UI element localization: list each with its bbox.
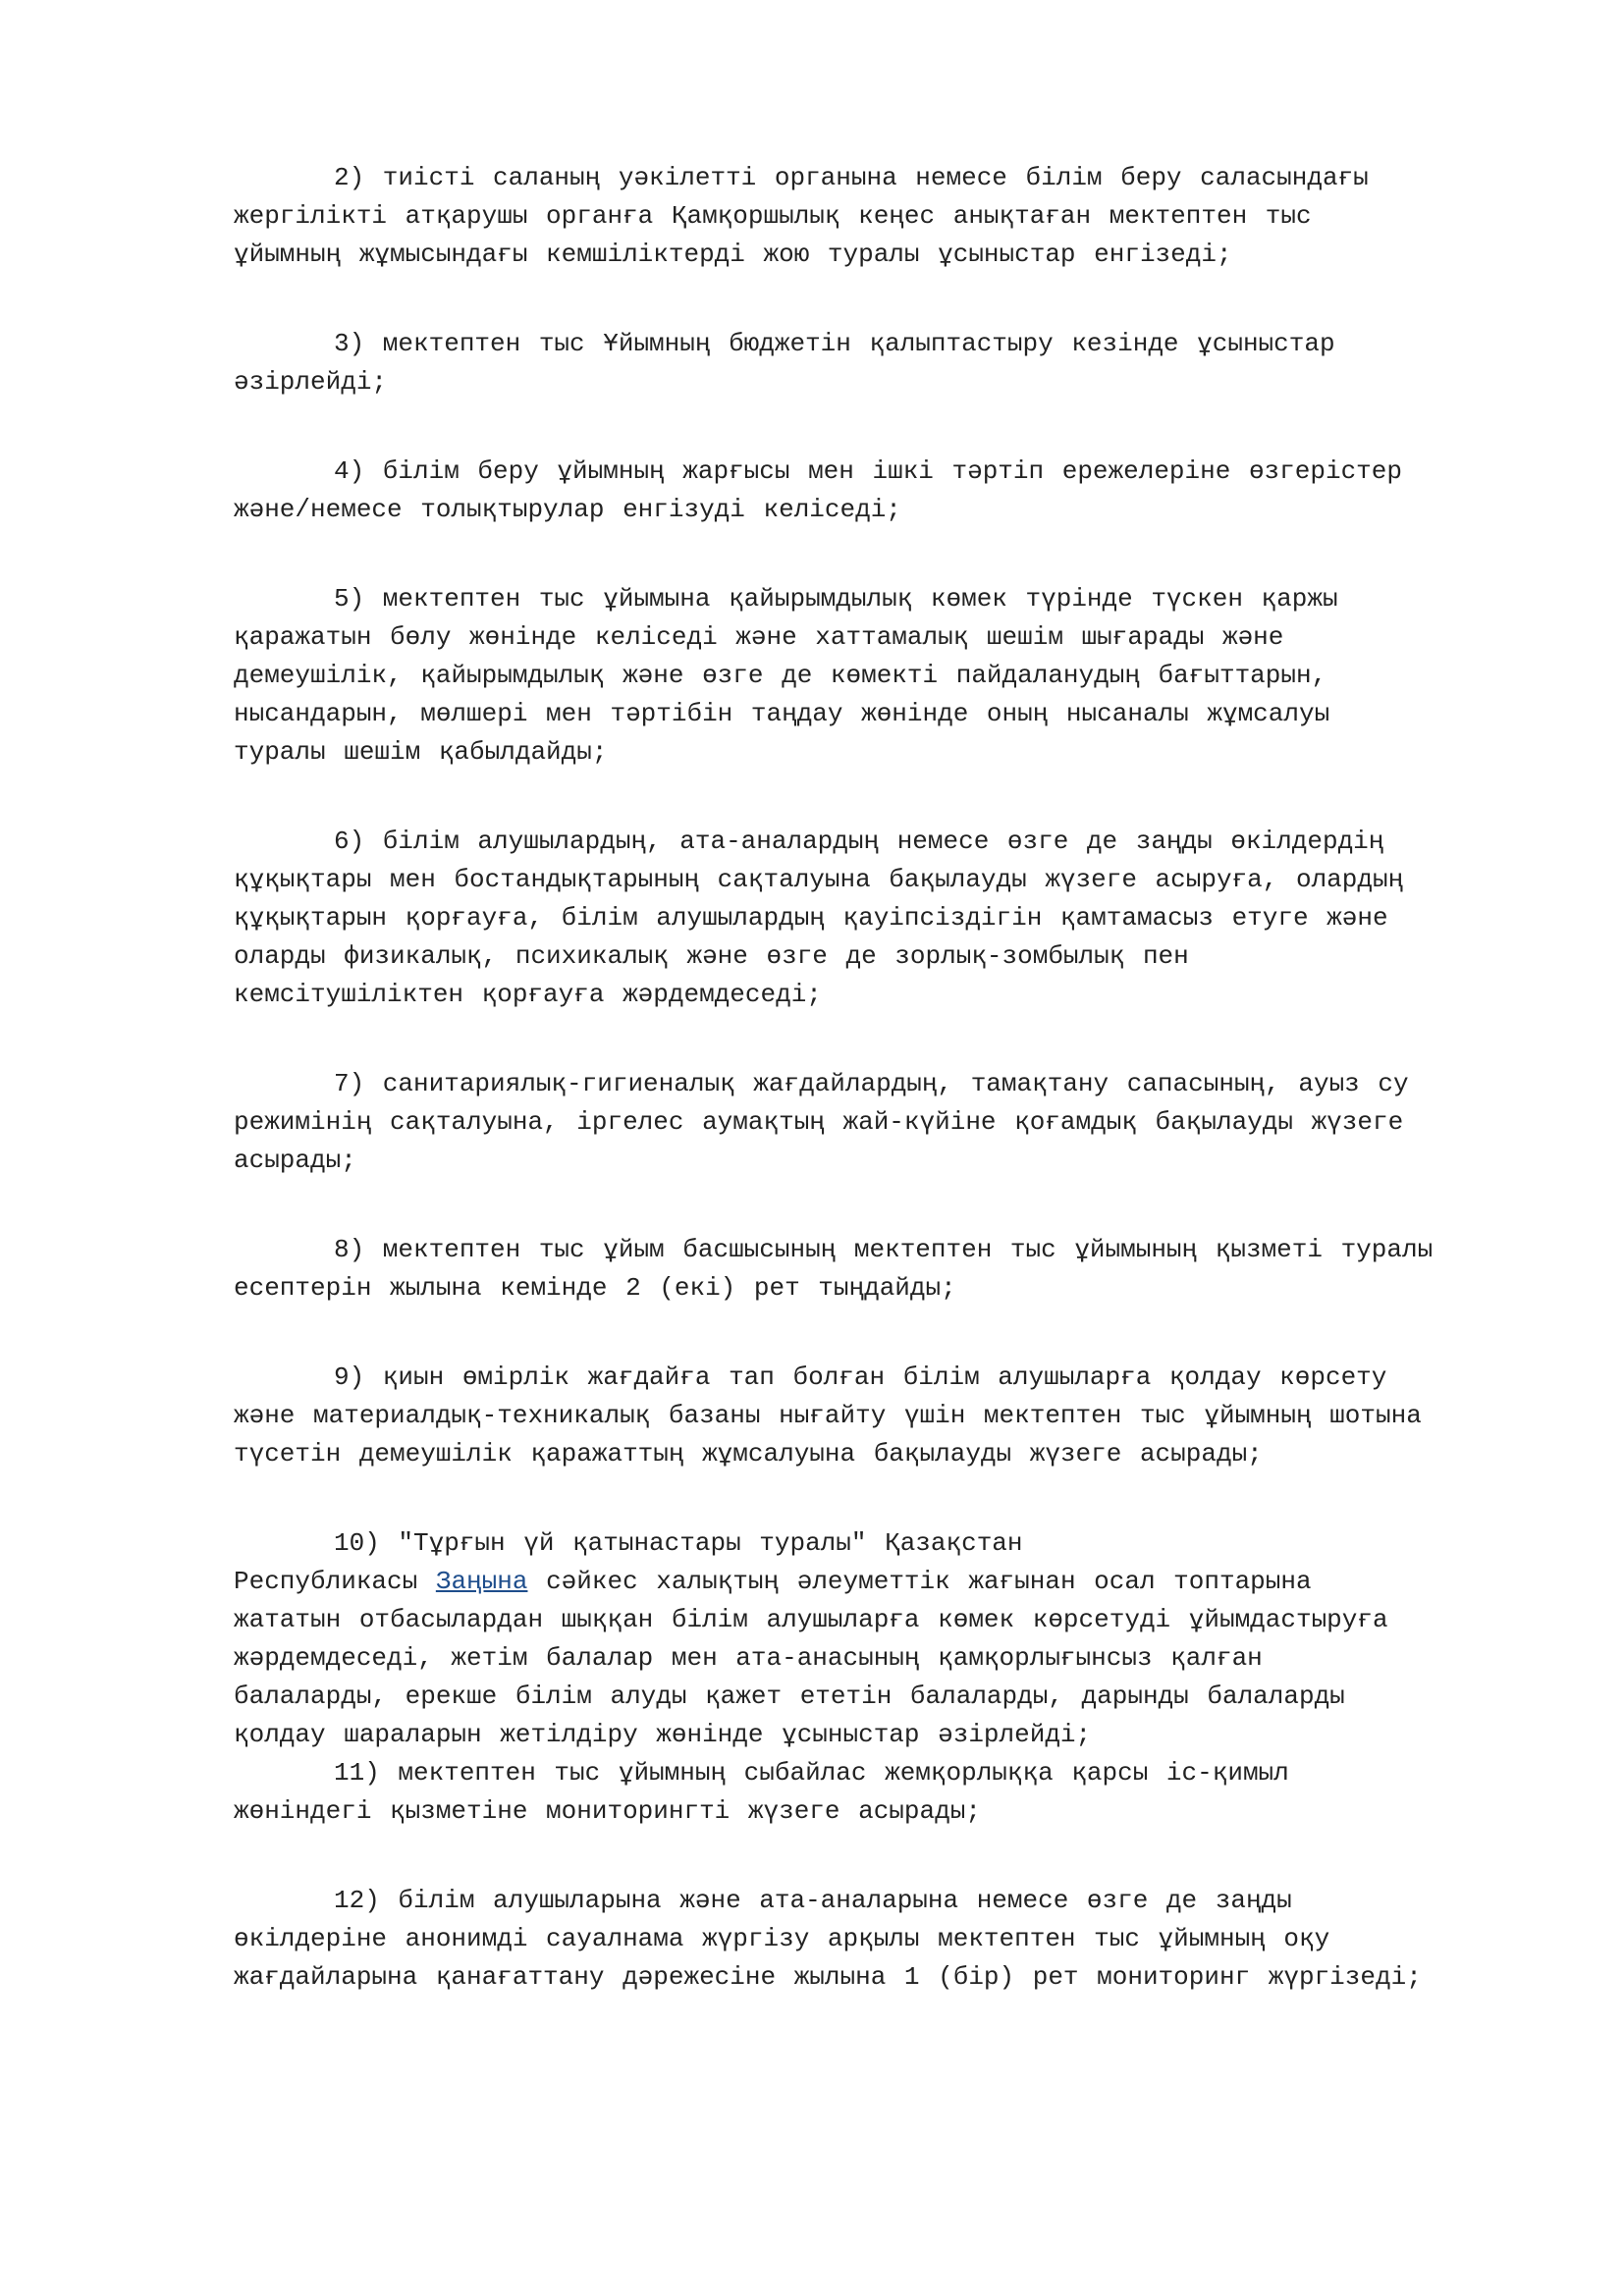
- paragraph-line: режимінің сақталуына, іргелес аумақтың жай-күйіне қоғамдық бақылауды жүзеге: [234, 1107, 1404, 1137]
- paragraph-line: 8) мектептен тыс ұйым басшысының мектептен тыс ұйымының қызметі туралы: [334, 1235, 1434, 1264]
- paragraph-line: 6) білім алушылардың, ата-аналардың немесе өзге де заңды өкілдердің: [334, 827, 1384, 856]
- paragraph-line: 9) қиын өмірлік жағдайға тап болған білім алушыларға қолдау көрсету: [334, 1362, 1387, 1392]
- paragraph-item-10: [234, 1524, 1549, 1831]
- paragraph-line: [234, 1563, 1549, 1601]
- paragraph-text: сәйкес халықтың әлеуметтік жағынан осал топтарына: [527, 1567, 1312, 1596]
- paragraph-line: ұйымның жұмысындағы кемшіліктерді жою туралы ұсыныстар енгізеді;: [234, 240, 1232, 269]
- paragraph-line: жататын отбасылардан шыққан білім алушыларға көмек көрсетуді ұйымдастыруға: [234, 1605, 1388, 1634]
- paragraph-item-8: [234, 1231, 1549, 1308]
- paragraph-text: Республикасы: [234, 1567, 436, 1596]
- paragraph-line: кемсітушіліктен қорғауға жәрдемдеседі;: [234, 980, 822, 1009]
- paragraph-line: әзірлейді;: [234, 367, 388, 397]
- paragraph-line: түсетін демеушілік қаражаттың жұмсалуына бақылауды жүзеге асырады;: [234, 1439, 1263, 1468]
- paragraph-line: демеушілік, қайырымдылық және өзге де көмекті пайдаланудың бағыттарын,: [234, 661, 1327, 690]
- paragraph-line: 4) білім беру ұйымның жарғысы мен ішкі тәртіп ережелеріне өзгерістер: [334, 456, 1402, 486]
- paragraph-item-5: [234, 580, 1549, 772]
- paragraph-line: қолдау шараларын жетілдіру жөнінде ұсыныстар әзірлейді;: [234, 1720, 1092, 1749]
- paragraph-line: және материалдық-техникалық базаны нығайту үшін мектептен тыс ұйымның шотына: [234, 1401, 1422, 1430]
- paragraph-line: жәрдемдеседі, жетім балалар мен ата-анасының қамқорлығынсыз қалған: [234, 1643, 1263, 1673]
- paragraph-line: қаражатын бөлу жөнінде келіседі және хаттамалық шешім шығарады және: [234, 622, 1284, 652]
- paragraph-item-7: [234, 1065, 1549, 1180]
- paragraph-line: туралы шешім қабылдайды;: [234, 737, 608, 767]
- paragraph-line: нысандарын, мөлшері мен тәртібін таңдау жөнінде оның нысаналы жұмсалуы: [234, 699, 1330, 728]
- paragraph-item-3: [234, 325, 1549, 401]
- paragraph-line: есептерін жылына кемінде 2 (екі) рет тыңдайды;: [234, 1273, 956, 1303]
- paragraph-line: оларды физикалық, психикалық және өзге де зорлық-зомбылық пен: [234, 941, 1189, 971]
- paragraph-line: балаларды, ерекше білім алуды қажет ететін балаларды, дарынды балаларды: [234, 1682, 1345, 1711]
- law-link[interactable]: Заңына: [435, 1567, 528, 1596]
- paragraph-line: асырады;: [234, 1146, 356, 1175]
- paragraph-item-9: [234, 1359, 1549, 1473]
- paragraph-item-4: [234, 453, 1549, 529]
- paragraph-line: 5) мектептен тыс ұйымына қайырымдылық көмек түрінде түскен қаржы: [334, 584, 1338, 614]
- paragraph-item-6: [234, 823, 1549, 1014]
- paragraph-line: 11) мектептен тыс ұйымның сыбайлас жемқорлыққа қарсы іс-қимыл: [334, 1758, 1289, 1788]
- paragraph-item-12: [234, 1882, 1549, 1997]
- paragraph-line: жөніндегі қызметіне мониторингті жүзеге асырады;: [234, 1796, 981, 1826]
- paragraph-line: 12) білім алушыларына және ата-аналарына немесе өзге де заңды: [334, 1886, 1292, 1915]
- paragraph-line: 2) тиісті саланың уәкілетті органына немесе білім беру саласындағы: [334, 163, 1369, 192]
- paragraph-line: 7) санитариялық-гигиеналық жағдайлардың, тамақтану сапасының, ауыз су: [334, 1069, 1409, 1098]
- paragraph-line: 10) "Тұрғын үй қатынастары туралы" Қазақстан: [334, 1528, 1023, 1558]
- paragraph-item-2: [234, 159, 1549, 274]
- paragraph-line: және/немесе толықтырулар енгізуді келіседі;: [234, 495, 901, 524]
- paragraph-line: 3) мектептен тыс Ұйымның бюджетін қалыптастыру кезінде ұсыныстар: [334, 329, 1335, 358]
- paragraph-line: құқықтары мен бостандықтарының сақталуына бақылауды жүзеге асыруға, олардың: [234, 865, 1404, 894]
- paragraph-line: құқықтарын қорғауға, білім алушылардың қауіпсіздігін қамтамасыз етуге және: [234, 903, 1388, 933]
- paragraph-line: жергілікті атқарушы органға Қамқоршылық кеңес анықтаған мектептен тыс: [234, 201, 1312, 231]
- paragraph-line: өкілдеріне анонимді сауалнама жүргізу арқылы мектептен тыс ұйымның оқу: [234, 1924, 1330, 1953]
- paragraph-line: жағдайларына қанағаттану дәрежесіне жылына 1 (бір) рет мониторинг жүргізеді;: [234, 1962, 1422, 1992]
